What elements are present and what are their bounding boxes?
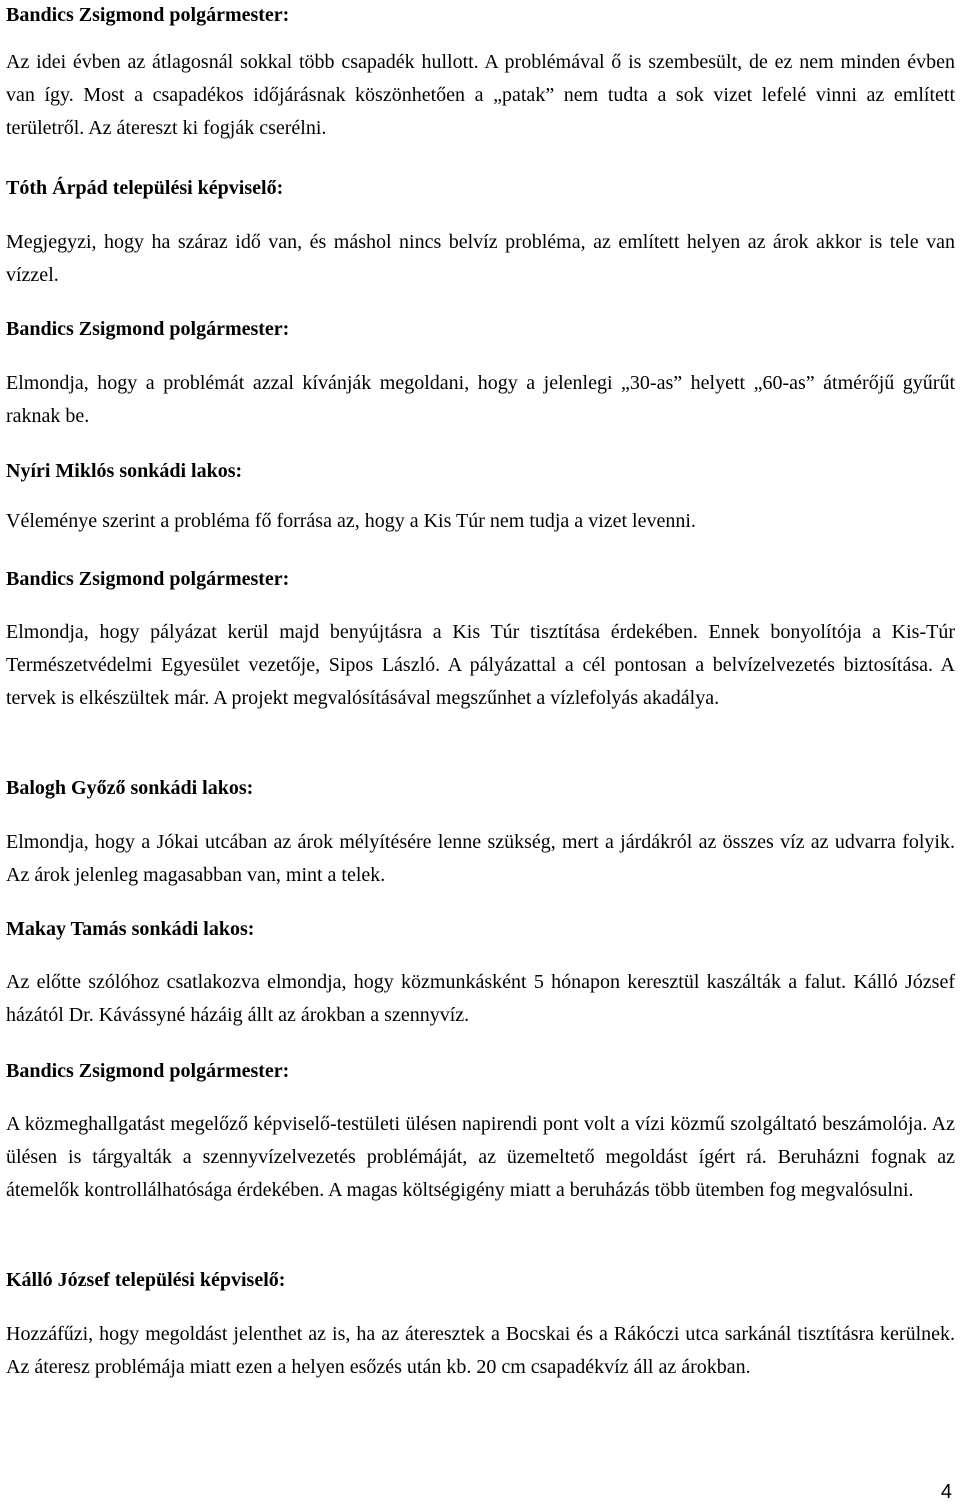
speech-paragraph: Hozzáfűzi, hogy megoldást jelenthet az is, ha az áteresztek a Bocskai és a Rákóczi utca sarkánál tisztításra kerülnek. Az áteresz problémája miatt ezen a helyen esőzés után kb. 20 cm csapadékvíz áll az árokban. — [6, 1323, 955, 1378]
speech-paragraph: Az előtte szólóhoz csatlakozva elmondja, hogy közmunkásként 5 hónapon keresztül kaszálták a falut. Kálló József házától Dr. Kávássyné házáig állt az árokban a szennyvíz. — [6, 971, 955, 1026]
speaker-heading: Makay Tamás sonkádi lakos: — [6, 918, 255, 940]
speaker-heading: Nyíri Miklós sonkádi lakos: — [6, 460, 243, 482]
speaker-heading: Kálló József települési képviselő: — [6, 1269, 286, 1291]
speaker-heading: Balogh Győző sonkádi lakos: — [6, 777, 254, 799]
speaker-heading: Tóth Árpád települési képviselő: — [6, 177, 284, 199]
speech-paragraph: Elmondja, hogy a problémát azzal kívánják megoldani, hogy a jelenlegi „30-as” helyett „60-as” átmérőjű gyűrűt raknak be. — [6, 372, 955, 427]
speech-paragraph: Elmondja, hogy a Jókai utcában az árok mélyítésére lenne szükség, mert a járdákról az összes víz az udvarra folyik. Az árok jelenleg magasabban van, mint a telek. — [6, 831, 955, 886]
speech-paragraph: Véleménye szerint a probléma fő forrása az, hogy a Kis Túr nem tudja a vizet levenni. — [6, 510, 696, 532]
speaker-heading: Bandics Zsigmond polgármester: — [6, 318, 290, 340]
speaker-heading: Bandics Zsigmond polgármester: — [6, 1060, 290, 1082]
speech-paragraph: A közmeghallgatást megelőző képviselő-testületi ülésen napirendi pont volt a vízi közmű szolgáltató beszámolója. Az ülésen is tárgyalták a szennyvízelvezetés problémáját, az üzemeltető megoldást ígért rá. Beruházni fognak az átemelők kontrollálhatósága érdekében. A magas költségigény miatt a beruházás több ütemben fog megvalósulni. — [6, 1113, 955, 1201]
speech-paragraph: Elmondja, hogy pályázat kerül majd benyújtásra a Kis Túr tisztítása érdekében. Ennek bonyolítója a Kis-Túr Természetvédelmi Egyesület vezetője, Sipos László. A pályázattal a cél pontosan a belvízelvezetés biztosítása. A tervek is elkészültek már. A projekt megvalósításával megszűnhet a vízlefolyás akadálya. — [6, 621, 955, 709]
page-number: 4 — [940, 1481, 952, 1503]
speaker-heading: Bandics Zsigmond polgármester: — [6, 4, 290, 26]
speech-paragraph: Megjegyzi, hogy ha száraz idő van, és máshol nincs belvíz probléma, az említett helyen az árok akkor is tele van vízzel. — [6, 231, 955, 286]
speech-paragraph: Az idei évben az átlagosnál sokkal több csapadék hullott. A problémával ő is szembesült, de ez nem minden évben van így. Most a csapadékos időjárásnak köszönhetően a „patak” nem tudta a sok vizet lefelé vinni az említett területről. Az átereszt ki fogják cserélni. — [6, 51, 955, 139]
speaker-heading: Bandics Zsigmond polgármester: — [6, 568, 290, 590]
